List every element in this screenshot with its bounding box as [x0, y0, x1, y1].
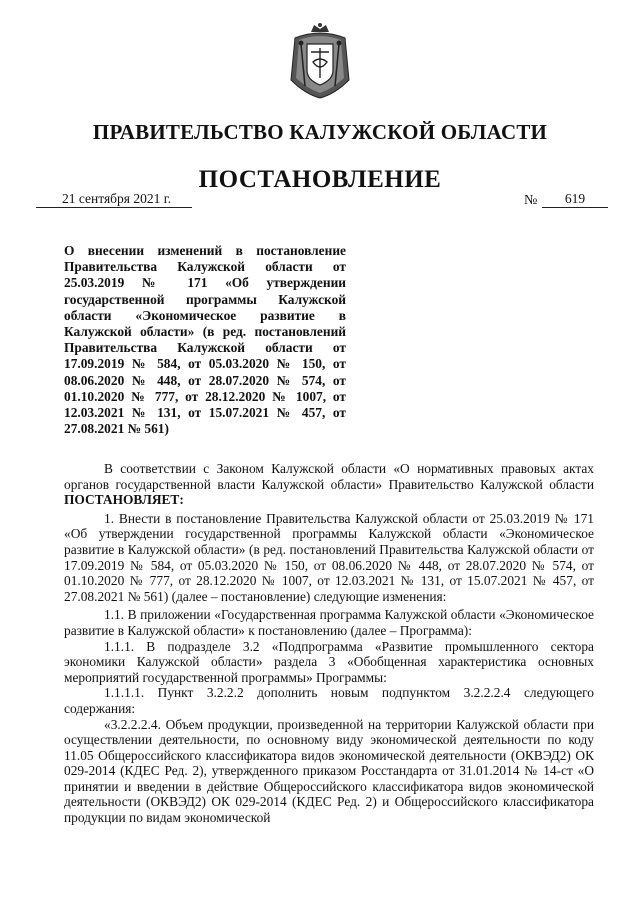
paragraph-1-1-1: 1.1.1. В подразделе 3.2 «Подпрограмма «Развитие промышленного сектора экономики Калужской области» раздела 3 «Обобщенная характеристика основных мероприятий государственной программы» Программы:: [64, 638, 594, 685]
number-sign: №: [524, 193, 538, 208]
document-date: 21 сентября 2021 г.: [36, 191, 192, 208]
intro-text: В соответствии с Законом Калужской области «О нормативных правовых актах органов государственной власти Калужской области» Правительство Калужской области: [64, 461, 594, 492]
government-title: ПРАВИТЕЛЬСТВО КАЛУЖСКОЙ ОБЛАСТИ: [92, 120, 548, 144]
paragraph-1-1: 1.1. В приложении «Государственная программа Калужской области «Экономическое развитие в Калужской области» к постановлению (далее – Программа):: [64, 607, 594, 638]
paragraph-1: 1. Внести в постановление Правительства Калужской области от 25.03.2019 № 171 «Об утверждении государственной программы Калужской области «Экономическое развитие в Калужской области» (в ред. постановлений Правительства Калужской области от 17.09.2019 № 584, от 05.03.2020 № 150, от 08.06.2020 № 448, от 28.07.2020 № 574, от 01.10.2020 № 777, от 28.12.2020 № 1007, от 12.03.2021 № 131, от 15.07.2021 № 457, от 27.08.2021 № 561) (далее – постановление) следующие изменения:: [64, 510, 594, 604]
document-number: 619: [542, 191, 608, 208]
paragraph-1-1-1-1: 1.1.1.1. Пункт 3.2.2.2 дополнить новым подпунктом 3.2.2.2.4 следующего содержания:: [64, 685, 594, 716]
resolution-keyword: ПОСТАНОВЛЯЕТ:: [64, 492, 184, 508]
document-body: [64, 461, 594, 826]
document-subject: О внесении изменений в постановление Правительства Калужской области от 25.03.2019 № 171 «Об утверждении государственной программы Калужской области «Экономическое развитие в Калужской области» (в ред. постановлений Правительства Калужской области от 17.09.2019 № 584, от 05.03.2020 № 150, от 08.06.2020 № 448, от 28.07.2020 № 574, от 01.10.2020 № 777, от 28.12.2020 № 1007, от 12.03.2021 № 131, от 15.07.2021 № 457, от 27.08.2021 № 561): [64, 243, 346, 437]
intro-paragraph: [64, 461, 594, 508]
kaluga-region-coat-of-arms-icon: [287, 22, 353, 100]
document-type: ПОСТАНОВЛЕНИЕ: [198, 166, 442, 193]
paragraph-3-2-2-2-4: «3.2.2.2.4. Объем продукции, произведенной на территории Калужской области при осуществлении деятельности, по основному виду экономической деятельности по коду 11.05 Общероссийского классификатора видов экономической деятельности (ОКВЭД2) ОК 029-2014 (КДЕС Ред. 2), утвержденного приказом Росстандарта от 31.01.2014 № 14-ст «О принятии и введении в действие Общероссийского классификатора видов экономической деятельности (ОКВЭД2) ОК 029-2014 (КДЕС Ред. 2) и Общероссийского классификатора продукции по видам экономической: [64, 716, 594, 826]
